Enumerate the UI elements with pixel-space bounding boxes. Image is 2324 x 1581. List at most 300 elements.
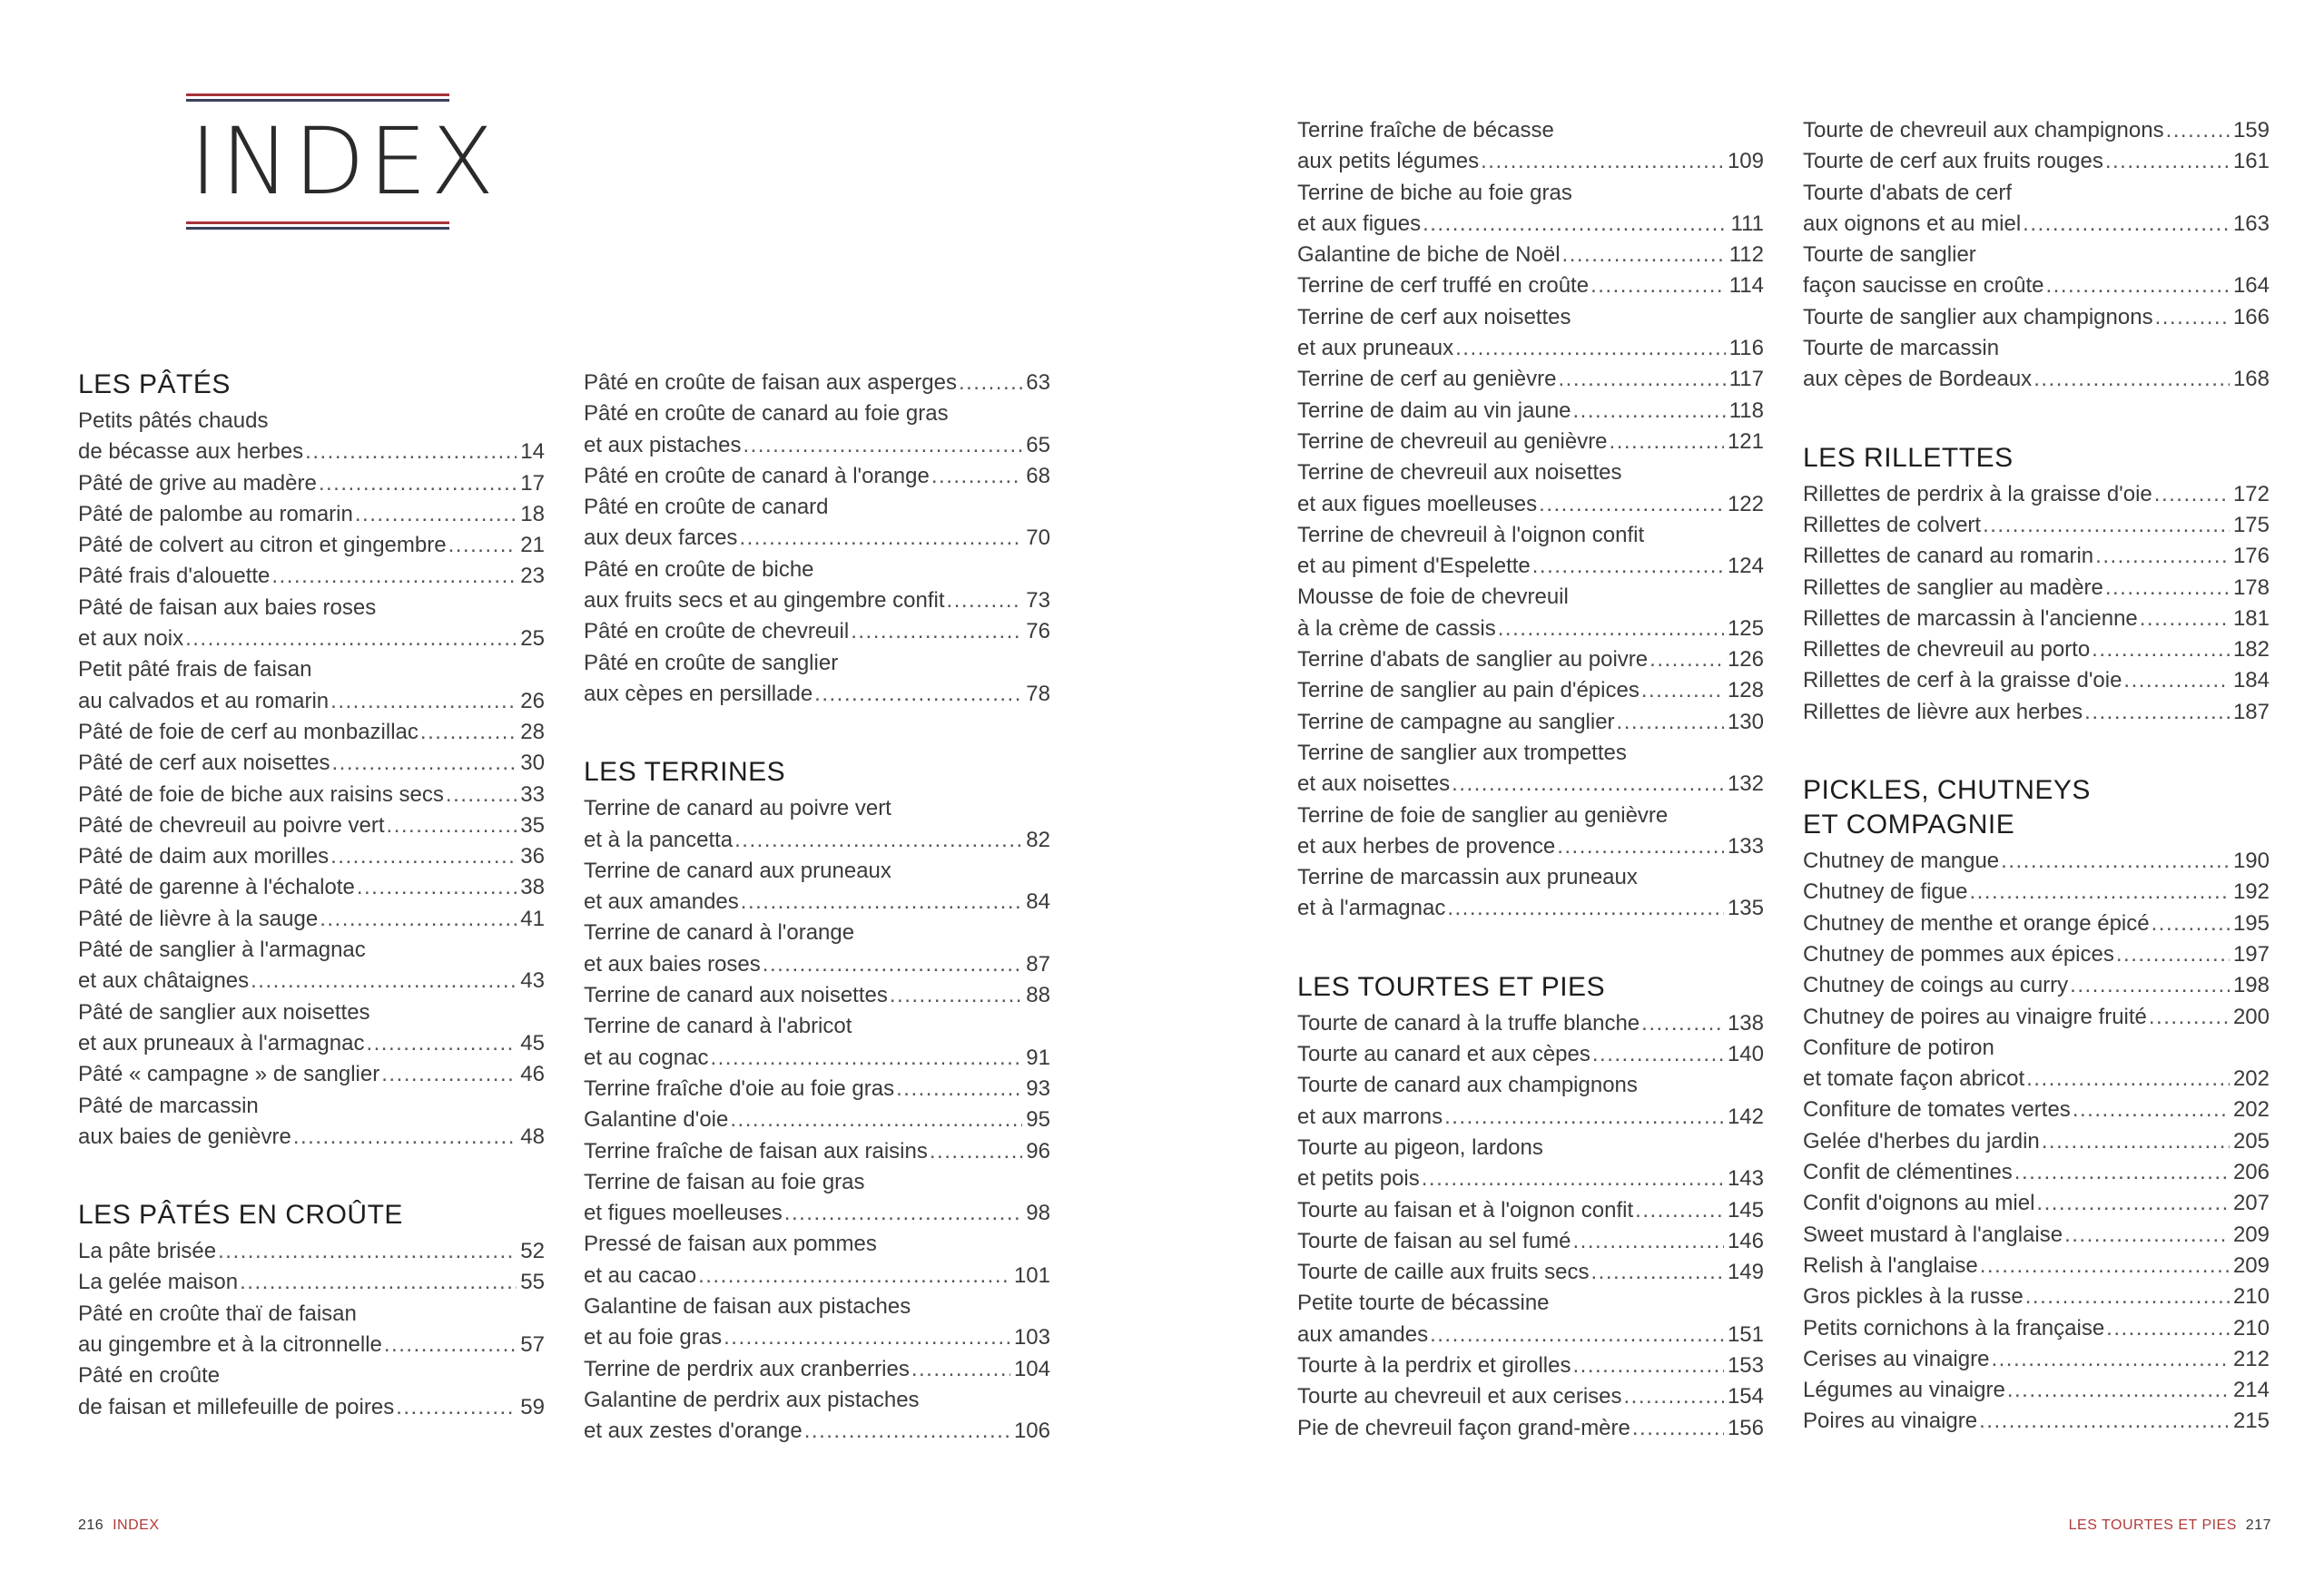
entry-page-number: 197	[2232, 941, 2270, 967]
entry-page-number: 202	[2232, 1066, 2270, 1092]
entry-page-number: 142	[1727, 1104, 1764, 1129]
index-entry	[1297, 738, 1764, 800]
dot-leader	[2166, 115, 2230, 146]
entry-page-number: 133	[1727, 833, 1764, 859]
index-entry	[1803, 178, 2270, 241]
entry-title-line: Rillettes de chevreuil au porto	[1803, 637, 2091, 663]
dot-leader	[1573, 396, 1726, 427]
dot-leader	[763, 949, 1023, 980]
index-entry	[584, 1167, 1050, 1230]
title-bottom-rule	[186, 221, 449, 230]
dot-leader	[784, 1198, 1023, 1229]
index-entry	[78, 748, 545, 779]
index-entry	[1297, 1381, 1764, 1412]
section-heading: LES TERRINES	[584, 757, 786, 788]
entry-title-line: Petits pâtés chauds	[78, 408, 269, 433]
dot-leader	[2073, 1095, 2230, 1125]
entry-title-line: Pâté de palombe au romarin	[78, 501, 353, 526]
dot-leader	[2007, 1375, 2230, 1406]
index-entry	[1297, 1008, 1764, 1039]
index-entry	[1297, 520, 1764, 583]
entry-page-number: 181	[2232, 605, 2270, 631]
index-section	[78, 1198, 545, 1423]
dot-leader	[2155, 302, 2230, 333]
entry-title-line: Tourte de sanglier	[1803, 242, 1976, 268]
entry-title-line: Terrine de chevreuil aux noisettes	[1297, 460, 1622, 486]
entry-page-number: 154	[1727, 1384, 1764, 1409]
index-section	[78, 368, 545, 1153]
dot-leader	[366, 1028, 517, 1059]
dot-leader	[2023, 209, 2230, 240]
entry-page-number: 46	[520, 1062, 545, 1087]
dot-leader	[1979, 1406, 2230, 1437]
entry-title-line: et aux baies roses	[584, 951, 761, 977]
index-entry	[1297, 1288, 1764, 1350]
entry-title-line: Terrine de canard aux noisettes	[584, 983, 888, 1008]
dot-leader	[804, 1416, 1010, 1447]
entry-title-line: Pâté « campagne » de sanglier	[78, 1062, 380, 1087]
index-entry	[584, 461, 1050, 492]
dot-leader	[1592, 1039, 1724, 1070]
dot-leader	[1452, 769, 1724, 800]
index-entry	[1803, 541, 2270, 572]
index-entry	[584, 555, 1050, 617]
entry-page-number: 192	[2232, 879, 2270, 905]
entry-page-number: 206	[2232, 1160, 2270, 1185]
entry-page-number: 126	[1727, 647, 1764, 673]
index-entry	[584, 648, 1050, 711]
entry-page-number: 190	[2232, 849, 2270, 874]
entry-title-line: et au cognac	[584, 1045, 709, 1070]
entry-page-number: 106	[1013, 1419, 1050, 1444]
dot-leader	[1539, 489, 1724, 520]
entry-title-line: aux cèpes en persillade	[584, 681, 813, 706]
entry-title-line: et figues moelleuses	[584, 1201, 783, 1226]
entry-title-line: Pâté de colvert au citron et gingembre	[78, 533, 447, 558]
dot-leader	[2070, 970, 2230, 1001]
entry-title-line: Pâté en croûte de faisan aux asperges	[584, 370, 957, 395]
index-entry	[1803, 333, 2270, 396]
index-entry	[1297, 707, 1764, 738]
entry-title-line: Pâté en croûte de sanglier	[584, 650, 839, 675]
entry-page-number: 207	[2232, 1191, 2270, 1216]
entry-title-line: Terrine de foie de sanglier au genièvre	[1297, 802, 1669, 828]
dot-leader	[330, 841, 517, 872]
dot-leader	[448, 530, 517, 561]
index-section	[1297, 115, 1764, 925]
entry-title-line: aux deux farces	[584, 525, 738, 551]
dot-leader	[911, 1354, 1010, 1385]
entry-page-number: 26	[520, 688, 545, 713]
entry-title-line: Terrine fraîche d'oie au foie gras	[584, 1075, 895, 1101]
entry-title-line: Galantine de biche de Noël	[1297, 242, 1561, 268]
entry-title-line: au calvados et au romarin	[78, 688, 330, 713]
entry-page-number: 195	[2232, 910, 2270, 936]
entry-page-number: 187	[2232, 699, 2270, 724]
dot-leader	[2064, 1220, 2230, 1251]
index-entry	[78, 1236, 545, 1267]
entry-page-number: 124	[1727, 554, 1764, 579]
entry-page-number: 82	[1026, 827, 1050, 852]
dot-leader	[698, 1261, 1010, 1291]
dot-leader	[218, 1236, 517, 1267]
entry-page-number: 182	[2232, 637, 2270, 663]
entry-title-line: Tourte d'abats de cerf	[1803, 180, 2013, 205]
dot-leader	[931, 461, 1022, 492]
dot-leader	[1649, 644, 1724, 675]
entry-title-line: Pâté de foie de biche aux raisins secs	[78, 781, 444, 807]
entry-title-line: Terrine fraîche de faisan aux raisins	[584, 1138, 928, 1164]
index-entry	[1803, 1281, 2270, 1312]
entry-page-number: 18	[520, 501, 545, 526]
index-entry	[1803, 479, 2270, 510]
entry-page-number: 35	[520, 812, 545, 838]
entry-title-line: Cerises au vinaigre	[1803, 1346, 1990, 1371]
entry-title-line: Tourte de canard aux champignons	[1297, 1073, 1638, 1098]
footer-page-number-right: 217	[2245, 1517, 2271, 1533]
dot-leader	[384, 1330, 517, 1360]
entry-title-line: et aux noisettes	[1297, 771, 1451, 797]
entry-page-number: 159	[2232, 118, 2270, 142]
entry-title-line: Pâté de grive au madère	[78, 470, 317, 496]
entry-page-number: 130	[1727, 709, 1764, 734]
index-entry	[78, 810, 545, 841]
entry-page-number: 212	[2232, 1346, 2270, 1371]
footer-right	[2069, 1517, 2271, 1534]
index-entry	[1297, 427, 1764, 457]
entry-title-line: Pâté de daim aux morilles	[78, 844, 330, 869]
index-entry	[1803, 1002, 2270, 1033]
entry-page-number: 111	[1730, 211, 1764, 236]
index-entry	[78, 468, 545, 499]
entry-title-line: Gros pickles à la russe	[1803, 1284, 2024, 1310]
entry-page-number: 95	[1026, 1107, 1050, 1133]
index-entry	[1297, 1195, 1764, 1226]
entry-page-number: 163	[2232, 211, 2270, 236]
index-entry	[1803, 634, 2270, 665]
entry-title-line: et aux pistaches	[584, 432, 742, 457]
entry-title-line: Pâté de cerf aux noisettes	[78, 751, 330, 776]
dot-leader	[1562, 240, 1726, 270]
entry-title-line: Tourte de canard à la truffe blanche	[1297, 1010, 1640, 1036]
index-entry	[78, 1091, 545, 1154]
index-entry	[584, 1291, 1050, 1354]
entry-page-number: 68	[1026, 463, 1050, 488]
entry-title-line: et au piment d'Espelette	[1297, 554, 1531, 579]
dot-leader	[2149, 1002, 2230, 1033]
entry-title-line: et aux marrons	[1297, 1104, 1443, 1129]
index-entry	[1297, 862, 1764, 925]
entry-title-line: Confit d'oignons au miel	[1803, 1191, 2035, 1216]
index-entry	[78, 780, 545, 810]
entry-title-line: Galantine d'oie	[584, 1107, 729, 1133]
entry-page-number: 109	[1727, 149, 1764, 174]
dot-leader	[734, 825, 1022, 856]
footer-section-label-right: LES TOURTES ET PIES	[2068, 1517, 2237, 1533]
entry-title-line: La pâte brisée	[78, 1239, 217, 1264]
dot-leader	[1969, 877, 2229, 908]
dot-leader	[1481, 146, 1724, 177]
entry-page-number: 214	[2232, 1378, 2270, 1403]
index-entry	[1803, 115, 2270, 146]
entry-title-line: et aux herbes de provence	[1297, 833, 1556, 859]
index-entry	[1297, 1133, 1764, 1195]
dot-leader	[1498, 614, 1724, 644]
entry-page-number: 45	[520, 1030, 545, 1056]
entry-title-line: Tourte au faisan et à l'oignon confit	[1297, 1197, 1634, 1223]
index-section	[584, 368, 1050, 710]
entry-page-number: 172	[2232, 481, 2270, 506]
entry-title-line: Terrine de faisan au foie gras	[584, 1169, 865, 1194]
index-section	[1803, 441, 2270, 728]
index-entry	[1297, 1257, 1764, 1288]
entry-title-line: à la crème de cassis	[1297, 615, 1496, 641]
index-entry	[1297, 1070, 1764, 1133]
entry-page-number: 104	[1013, 1356, 1050, 1381]
index-entry	[584, 1011, 1050, 1074]
index-entry	[1803, 877, 2270, 908]
section-heading: PICKLES, CHUTNEYS ET COMPAGNIE	[1803, 775, 2091, 840]
dot-leader	[2046, 270, 2230, 301]
entry-page-number: 70	[1026, 525, 1050, 551]
index-entry	[1803, 939, 2270, 970]
index-section	[1803, 773, 2270, 1438]
index-entry	[78, 654, 545, 717]
section-heading: LES PÂTÉS	[78, 369, 231, 399]
dot-leader	[1557, 831, 1724, 862]
index-entry	[78, 841, 545, 872]
entry-title-line: Galantine de faisan aux pistaches	[584, 1294, 911, 1320]
dot-leader	[1572, 1350, 1723, 1381]
entry-page-number: 140	[1727, 1042, 1764, 1067]
entry-page-number: 84	[1026, 889, 1050, 915]
entry-title-line: et aux châtaignes	[78, 968, 250, 994]
entry-page-number: 184	[2232, 668, 2270, 693]
entry-title-line: Chutney de pommes aux épices	[1803, 941, 2114, 967]
dot-leader	[930, 1136, 1022, 1167]
entry-page-number: 200	[2232, 1004, 2270, 1029]
entry-title-line: Terrine de canard à l'orange	[584, 920, 855, 946]
dot-leader	[2001, 846, 2230, 877]
dot-leader	[2154, 479, 2230, 510]
entry-page-number: 149	[1727, 1260, 1764, 1285]
entry-title-line: Tourte au canard et aux cèpes	[1297, 1042, 1590, 1067]
entry-title-line: Pâté en croûte thaï de faisan	[78, 1301, 357, 1326]
entry-page-number: 215	[2232, 1409, 2270, 1434]
entry-page-number: 96	[1026, 1138, 1050, 1164]
entry-title-line: La gelée maison	[78, 1270, 239, 1295]
index-entry	[78, 499, 545, 530]
dot-leader	[381, 1059, 517, 1090]
page-title: INDEX	[190, 108, 498, 216]
index-entry	[1297, 270, 1764, 301]
index-entry	[1803, 604, 2270, 634]
entry-page-number: 36	[520, 844, 545, 869]
entry-page-number: 30	[520, 751, 545, 776]
entry-title-line: et à la pancetta	[584, 827, 734, 852]
entry-page-number: 59	[520, 1394, 545, 1419]
entry-page-number: 117	[1728, 367, 1764, 392]
entry-title-line: Pâté frais d'alouette	[78, 564, 271, 589]
dot-leader	[293, 1122, 517, 1153]
entry-title-line: aux amandes	[1297, 1321, 1429, 1347]
entry-page-number: 38	[520, 875, 545, 900]
entry-title-line: aux petits légumes	[1297, 149, 1480, 174]
entry-title-line: Sweet mustard à l'anglaise	[1803, 1222, 2063, 1247]
dot-leader	[1991, 1344, 2230, 1375]
entry-page-number: 175	[2232, 512, 2270, 537]
dot-leader	[2095, 541, 2230, 572]
entry-title-line: Chutney de mangue	[1803, 849, 2000, 874]
dot-leader	[1590, 270, 1726, 301]
dot-leader	[1455, 333, 1726, 364]
footer-page-number-left: 216	[78, 1517, 104, 1533]
dot-leader	[814, 679, 1022, 710]
entry-title-line: Petits cornichons à la française	[1803, 1315, 2105, 1340]
entry-page-number: 153	[1727, 1352, 1764, 1378]
dot-leader	[240, 1267, 517, 1298]
dot-leader	[1641, 675, 1724, 706]
dot-leader	[1573, 1226, 1724, 1257]
index-entry	[1297, 1039, 1764, 1070]
entry-title-line: Pie de chevreuil façon grand-mère	[1297, 1415, 1630, 1440]
entry-title-line: Rillettes de perdrix à la graisse d'oie	[1803, 481, 2152, 506]
entry-title-line: Confiture de potiron	[1803, 1035, 1994, 1060]
index-entry	[584, 492, 1050, 555]
dot-leader	[2140, 604, 2230, 634]
entry-title-line: Confit de clémentines	[1803, 1160, 2013, 1185]
entry-page-number: 52	[520, 1239, 545, 1264]
dot-leader	[890, 980, 1022, 1011]
dot-leader	[1532, 551, 1724, 582]
dot-leader	[1447, 893, 1724, 924]
index-entry	[1803, 573, 2270, 604]
index-entry	[584, 1074, 1050, 1105]
index-entry	[584, 856, 1050, 918]
dot-leader	[185, 624, 517, 654]
dot-leader	[355, 499, 517, 530]
entry-title-line: Terrine de cerf truffé en croûte	[1297, 273, 1590, 299]
dot-leader	[2116, 939, 2230, 970]
entry-title-line: et au cacao	[584, 1262, 697, 1288]
dot-leader	[2106, 1313, 2230, 1344]
entry-title-line: de bécasse aux herbes	[78, 439, 304, 465]
entry-page-number: 14	[520, 439, 545, 465]
entry-title-line: Terrine de campagne au sanglier	[1297, 709, 1615, 734]
entry-title-line: Tourte de marcassin	[1803, 336, 2000, 361]
index-column-3	[1297, 115, 1764, 1489]
index-entry	[584, 1229, 1050, 1291]
index-entry	[1803, 1095, 2270, 1125]
index-entry	[1297, 644, 1764, 675]
entry-title-line: Rillettes de colvert	[1803, 512, 1982, 537]
dot-leader	[1559, 364, 1726, 395]
index-entry	[1297, 582, 1764, 644]
index-entry	[584, 1354, 1050, 1385]
dot-leader	[730, 1105, 1022, 1135]
index-entry	[1803, 1251, 2270, 1281]
entry-page-number: 135	[1727, 896, 1764, 921]
entry-title-line: aux oignons et au miel	[1803, 211, 2022, 236]
entry-page-number: 21	[520, 533, 545, 558]
entry-page-number: 138	[1727, 1010, 1764, 1036]
index-entry	[1297, 457, 1764, 520]
entry-title-line: Rillettes de sanglier au madère	[1803, 574, 2103, 600]
entry-title-line: et au foie gras	[584, 1325, 723, 1350]
index-entry	[1297, 115, 1764, 178]
entry-title-line: Pâté de garenne à l'échalote	[78, 875, 355, 900]
index-entry	[1297, 240, 1764, 270]
entry-title-line: Gelée d'herbes du jardin	[1803, 1128, 2040, 1154]
entry-title-line: Terrine fraîche de bécasse	[1297, 118, 1554, 142]
entry-title-line: Terrine de perdrix aux cranberries	[584, 1356, 910, 1381]
index-entry	[1803, 146, 2270, 177]
index-section	[584, 755, 1050, 1447]
index-entry	[78, 935, 545, 997]
entry-title-line: Chutney de menthe et orange épicé	[1803, 910, 2150, 936]
index-entry	[1297, 1413, 1764, 1444]
dot-leader	[1590, 1257, 1723, 1288]
dot-leader	[896, 1074, 1022, 1105]
index-entry	[1297, 178, 1764, 241]
index-entry	[1297, 1350, 1764, 1381]
entry-page-number: 112	[1728, 242, 1764, 268]
entry-title-line: Terrine d'abats de sanglier au poivre	[1297, 647, 1649, 673]
index-entry	[1803, 970, 2270, 1001]
entry-title-line: Pâté en croûte de canard à l'orange	[584, 463, 930, 488]
index-column-1	[78, 368, 545, 1468]
index-entry	[78, 561, 545, 592]
index-entry	[78, 406, 545, 468]
dot-leader	[2152, 908, 2230, 939]
entry-page-number: 93	[1026, 1075, 1050, 1101]
entry-title-line: Rillettes de canard au romarin	[1803, 544, 2094, 569]
entry-page-number: 178	[2232, 574, 2270, 600]
dot-leader	[1641, 1008, 1724, 1039]
entry-title-line: et aux pruneaux à l'armagnac	[78, 1030, 365, 1056]
dot-leader	[1430, 1320, 1724, 1350]
dot-leader	[2084, 697, 2230, 728]
dot-leader	[2042, 1126, 2230, 1157]
entry-title-line: Pressé de faisan aux pommes	[584, 1232, 877, 1257]
index-entry	[1803, 908, 2270, 939]
entry-page-number: 28	[520, 719, 545, 744]
entry-title-line: et aux amandes	[584, 889, 739, 915]
entry-title-line: et aux noix	[78, 626, 184, 652]
entry-page-number: 209	[2232, 1222, 2270, 1247]
entry-title-line: Terrine de canard à l'abricot	[584, 1014, 852, 1039]
index-entry	[1803, 846, 2270, 877]
title-top-rule	[186, 93, 449, 102]
dot-leader	[2034, 364, 2230, 395]
index-entry	[584, 980, 1050, 1011]
dot-leader	[330, 686, 517, 717]
footer-left	[78, 1517, 160, 1534]
dot-leader	[446, 780, 517, 810]
entry-page-number: 87	[1026, 951, 1050, 977]
dot-leader	[387, 810, 517, 841]
index-entry	[584, 1136, 1050, 1167]
index-section	[1297, 970, 1764, 1444]
dot-leader	[2014, 1157, 2230, 1188]
entry-title-line: Pâté en croûte de biche	[584, 556, 814, 582]
entry-title-line: Terrine de canard au poivre vert	[584, 796, 891, 821]
entry-title-line: Terrine de marcassin aux pruneaux	[1297, 865, 1638, 890]
entry-page-number: 57	[520, 1332, 545, 1358]
index-entry	[1803, 510, 2270, 541]
entry-page-number: 122	[1727, 491, 1764, 516]
entry-page-number: 101	[1013, 1262, 1050, 1288]
